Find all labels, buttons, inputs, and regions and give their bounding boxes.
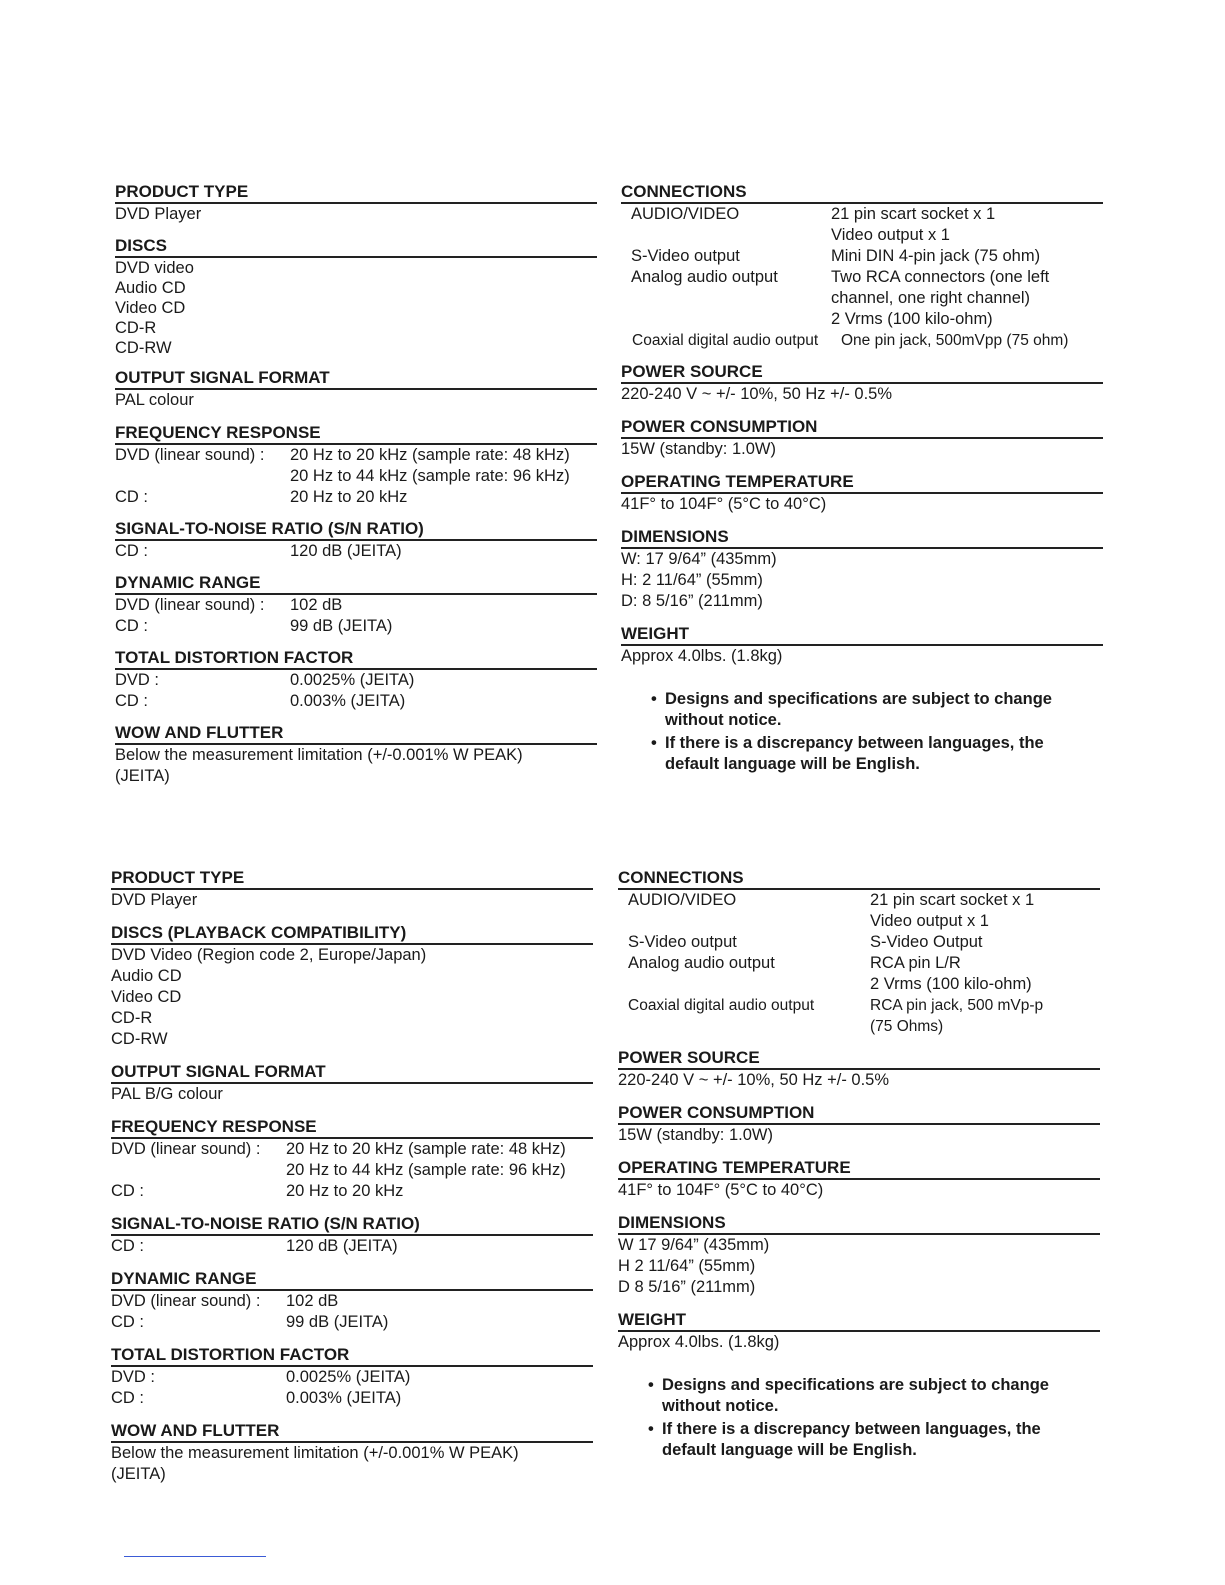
spec-key: DVD (linear sound) : [115,596,265,614]
spec-line: Approx 4.0lbs. (1.8kg) [618,1333,780,1351]
spec-line: H: 2 11/64” (55mm) [621,571,763,589]
section-frequency [115,423,597,508]
bullet-icon: • [648,1376,654,1394]
spec-line: PAL B/G colour [111,1085,223,1103]
section-title: DISCS [115,236,597,258]
spec-line: 15W (standby: 1.0W) [618,1126,773,1144]
spec-line: Approx 4.0lbs. (1.8kg) [621,647,783,665]
spec-row [618,932,1100,953]
spec-value: 99 dB (JEITA) [286,1313,389,1331]
spec-line: DVD Player [111,891,198,909]
section-product-type [115,182,597,225]
spec-key [621,288,831,309]
spec-value: 20 Hz to 44 kHz (sample rate: 96 kHz) [286,1161,566,1179]
spec-value: 21 pin scart socket x 1 [870,891,1035,909]
spec-value: 20 Hz to 20 kHz [290,488,408,506]
section-title: TOTAL DISTORTION FACTOR [115,648,597,670]
section-title: POWER CONSUMPTION [621,417,1103,439]
spec-key: CD : [111,1313,144,1331]
section-title: FREQUENCY RESPONSE [111,1117,593,1139]
spec-line: D 8 5/16” (211mm) [618,1278,756,1296]
right-column [618,868,1100,1463]
section-wow-flutter [111,1421,593,1485]
spec-key: S-Video output [628,933,737,951]
spec-line: Below the measurement limitation (+/-0.001% W PEAK) [111,1444,519,1462]
spec-line: Audio CD [111,967,182,985]
spec-line: 15W (standby: 1.0W) [621,440,776,458]
spec-key: DVD : [115,671,160,689]
spec-line: Video CD [115,299,186,317]
section-title: CONNECTIONS [618,868,1100,890]
note-item [646,1419,1100,1461]
section-title: DIMENSIONS [621,527,1103,549]
spec-value: 21 pin scart socket x 1 [831,205,996,223]
spec-line: (JEITA) [115,767,170,785]
spec-value: RCA pin L/R [870,954,961,972]
spec-row [115,541,597,562]
spec-value: Mini DIN 4-pin jack (75 ohm) [831,247,1041,265]
spec-row [621,246,1103,267]
left-column [115,182,597,787]
spec-line: 41F° to 104F° (5°C to 40°C) [621,495,827,513]
bullet-icon: • [651,734,657,752]
section-dimensions [621,527,1103,612]
spec-row [115,445,597,466]
section-dimensions [618,1213,1100,1298]
spec-value: One pin jack, 500mVpp (75 ohm) [841,332,1069,349]
section-connections [618,868,1100,1037]
note-item [649,733,1103,775]
spec-line: (JEITA) [111,1465,166,1483]
section-title: DIMENSIONS [618,1213,1100,1235]
spec-key: DVD (linear sound) : [111,1140,261,1158]
spec-row [621,309,1103,330]
section-title: PRODUCT TYPE [115,182,597,204]
spec-key: AUDIO/VIDEO [631,205,740,223]
section-temperature [621,472,1103,515]
spec-row [111,1312,593,1333]
spec-line: Video CD [111,988,182,1006]
section-distortion [115,648,597,712]
section-output-signal [111,1062,593,1105]
spec-value: 20 Hz to 44 kHz (sample rate: 96 kHz) [290,467,570,485]
spec-value: 120 dB (JEITA) [290,542,402,560]
section-power-source [621,362,1103,405]
spec-line: 220-240 V ~ +/- 10%, 50 Hz +/- 0.5% [618,1071,890,1089]
spec-row [618,953,1100,974]
spec-row [618,974,1100,995]
section-title: PRODUCT TYPE [111,868,593,890]
spec-row [111,1236,593,1257]
spec-row [111,1388,593,1409]
section-title: SIGNAL-TO-NOISE RATIO (S/N RATIO) [111,1214,593,1236]
spec-row [621,330,1103,351]
section-dynamic-range [115,573,597,637]
section-power-consumption [621,417,1103,460]
section-title: OPERATING TEMPERATURE [621,472,1103,494]
section-title: OPERATING TEMPERATURE [618,1158,1100,1180]
spec-row [111,1160,593,1181]
spec-line: D: 8 5/16” (211mm) [621,592,763,610]
spec-value: 120 dB (JEITA) [286,1237,398,1255]
spec-key: Coaxial digital audio output [632,332,819,349]
note-line: without notice. [665,711,782,729]
spec-key [618,911,870,932]
spec-line: PAL colour [115,391,194,409]
notes [649,689,1103,775]
spec-key [621,225,831,246]
spec-value: Two RCA connectors (one left [831,268,1050,286]
spec-line: CD-RW [111,1030,168,1048]
spec-value: 0.0025% (JEITA) [290,671,415,689]
spec-row [115,691,597,712]
spec-key: Coaxial digital audio output [628,997,815,1014]
note-line: Designs and specifications are subject to change [662,1376,1049,1394]
spec-key: CD : [115,692,148,710]
section-discs [115,236,597,358]
section-title: DYNAMIC RANGE [115,573,597,595]
spec-value: 0.0025% (JEITA) [286,1368,411,1386]
spec-row [618,1016,1100,1037]
spec-line: Below the measurement limitation (+/-0.001% W PEAK) [115,746,523,764]
spec-line: CD-RW [115,339,172,357]
note-line: default language will be English. [665,755,920,773]
right-column [621,182,1103,777]
section-power-source [618,1048,1100,1091]
spec-row [115,466,597,487]
spec-row [111,1367,593,1388]
spec-key: CD : [115,617,148,635]
spec-row [111,1139,593,1160]
spec-value: 0.003% (JEITA) [286,1389,402,1407]
spec-key: CD : [115,542,148,560]
spec-line: H 2 11/64” (55mm) [618,1257,756,1275]
section-snr [115,519,597,562]
spec-key [115,466,290,487]
note-line: If there is a discrepancy between languages, the [665,734,1044,752]
spec-key: S-Video output [631,247,740,265]
spec-key: CD : [111,1389,144,1407]
section-wow-flutter [115,723,597,787]
spec-key: DVD (linear sound) : [111,1292,261,1310]
spec-value: 20 Hz to 20 kHz (sample rate: 48 kHz) [290,446,570,464]
section-title: OUTPUT SIGNAL FORMAT [111,1062,593,1084]
spec-row [115,487,597,508]
notes [646,1375,1100,1461]
section-title: SIGNAL-TO-NOISE RATIO (S/N RATIO) [115,519,597,541]
spec-row [621,288,1103,309]
spec-key [618,1016,870,1037]
spec-key: CD : [111,1237,144,1255]
spec-line: Audio CD [115,279,186,297]
section-power-consumption [618,1103,1100,1146]
spec-value: channel, one right channel) [831,289,1031,307]
spec-line: W 17 9/64” (435mm) [618,1236,770,1254]
section-title: POWER CONSUMPTION [618,1103,1100,1125]
spec-line: DVD Video (Region code 2, Europe/Japan) [111,946,427,964]
spec-row [618,995,1100,1016]
spec-line: CD-R [115,319,157,337]
spec-key [621,309,831,330]
spec-key: DVD : [111,1368,156,1386]
section-title: WOW AND FLUTTER [115,723,597,745]
spec-row [621,225,1103,246]
spec-row [111,1181,593,1202]
section-title: DYNAMIC RANGE [111,1269,593,1291]
section-frequency [111,1117,593,1202]
spec-row [111,1291,593,1312]
section-discs [111,923,593,1050]
spec-line: W: 17 9/64” (435mm) [621,550,777,568]
note-item [649,689,1103,731]
section-title: FREQUENCY RESPONSE [115,423,597,445]
section-title: WEIGHT [621,624,1103,646]
spec-row [115,616,597,637]
spec-key: Analog audio output [628,954,775,972]
spec-value: (75 Ohms) [870,1018,944,1035]
section-snr [111,1214,593,1257]
note-line: default language will be English. [662,1441,917,1459]
spec-value: 99 dB (JEITA) [290,617,393,635]
spec-row [618,890,1100,911]
footer-rule [124,1556,266,1557]
spec-value: RCA pin jack, 500 mVp-p [870,997,1044,1014]
note-item [646,1375,1100,1417]
section-output-signal [115,368,597,411]
spec-value: 20 Hz to 20 kHz [286,1182,404,1200]
note-line: Designs and specifications are subject to change [665,690,1052,708]
section-temperature [618,1158,1100,1201]
spec-line: 41F° to 104F° (5°C to 40°C) [618,1181,824,1199]
spec-key [111,1160,286,1181]
spec-row [115,595,597,616]
section-title: TOTAL DISTORTION FACTOR [111,1345,593,1367]
spec-value: 2 Vrms (100 kilo-ohm) [870,975,1032,993]
section-title: POWER SOURCE [621,362,1103,384]
spec-row [621,204,1103,225]
section-dynamic-range [111,1269,593,1333]
spec-key: CD : [111,1182,144,1200]
spec-key: CD : [115,488,148,506]
section-title: WEIGHT [618,1310,1100,1332]
spec-value: 102 dB [286,1292,339,1310]
spec-key: DVD (linear sound) : [115,446,265,464]
section-distortion [111,1345,593,1409]
note-line: If there is a discrepancy between languages, the [662,1420,1041,1438]
bullet-icon: • [648,1420,654,1438]
spec-value: 0.003% (JEITA) [290,692,406,710]
section-title: POWER SOURCE [618,1048,1100,1070]
spec-row [618,911,1100,932]
spec-line: DVD video [115,259,194,277]
spec-value: 102 dB [290,596,343,614]
section-weight [621,624,1103,667]
note-line: without notice. [662,1397,779,1415]
bullet-icon: • [651,690,657,708]
spec-row [115,670,597,691]
spec-value: Video output x 1 [831,226,950,244]
spec-line: DVD Player [115,205,202,223]
spec-value: 20 Hz to 20 kHz (sample rate: 48 kHz) [286,1140,566,1158]
spec-value: 2 Vrms (100 kilo-ohm) [831,310,993,328]
spec-value: S-Video Output [870,933,983,951]
spec-line: CD-R [111,1009,153,1027]
section-product-type [111,868,593,911]
section-title: CONNECTIONS [621,182,1103,204]
spec-value: Video output x 1 [870,912,989,930]
section-title: WOW AND FLUTTER [111,1421,593,1443]
section-title: OUTPUT SIGNAL FORMAT [115,368,597,390]
spec-key: Analog audio output [631,268,778,286]
spec-line: 220-240 V ~ +/- 10%, 50 Hz +/- 0.5% [621,385,893,403]
spec-row [621,267,1103,288]
section-title: DISCS (PLAYBACK COMPATIBILITY) [111,923,593,945]
spec-key [618,974,870,995]
left-column [111,868,593,1485]
section-connections [621,182,1103,351]
section-weight [618,1310,1100,1353]
spec-key: AUDIO/VIDEO [628,891,737,909]
